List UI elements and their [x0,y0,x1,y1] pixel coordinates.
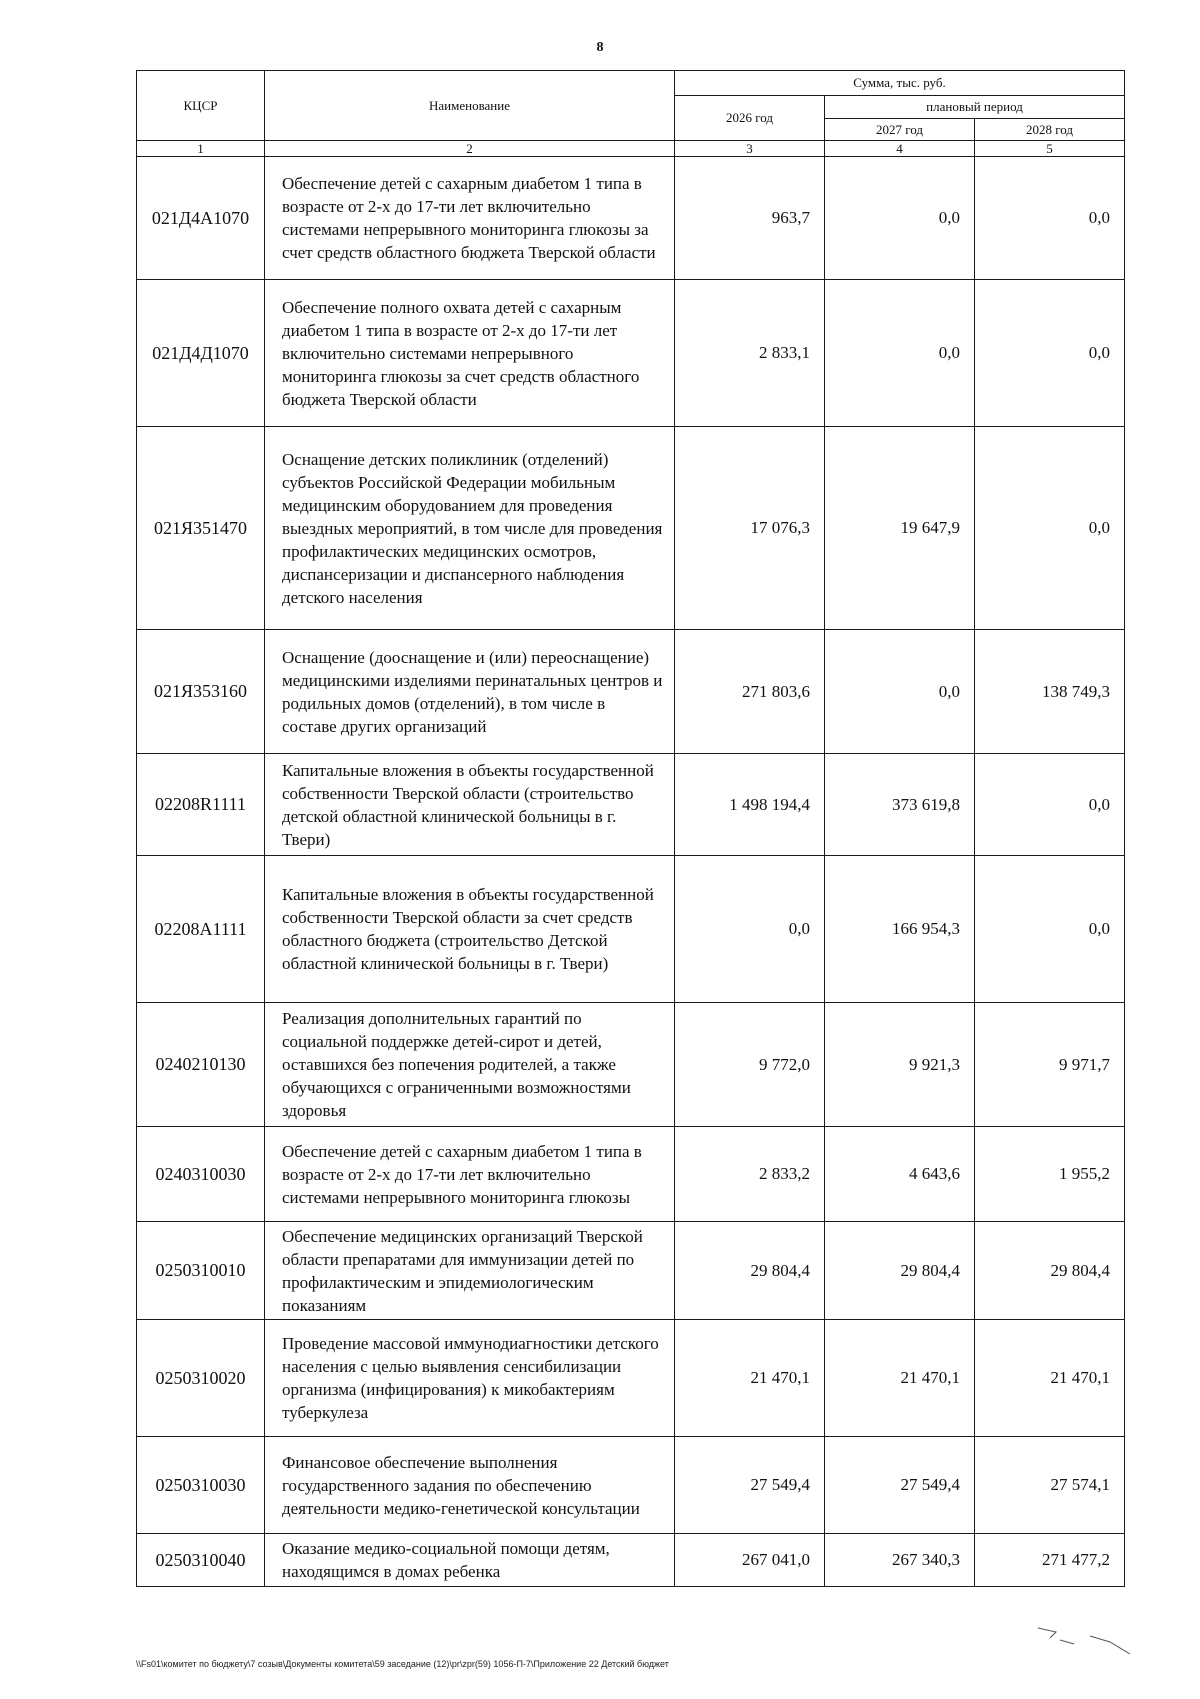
table-row [137,1003,1125,1127]
page-number: 8 [596,40,604,55]
row-code: 021Я351470 [137,427,265,630]
table-row [137,157,1125,280]
row-value-2027: 29 804,4 [825,1222,975,1320]
row-value-2026: 17 076,3 [675,427,825,630]
table-row [137,856,1125,1003]
column-index-row [137,141,1125,157]
row-name: Обеспечение детей с сахарным диабетом 1 типа в возрасте от 2-х до 17-ти лет включительно системами непрерывного мониторинга глюкозы [265,1127,675,1222]
row-value-2027: 373 619,8 [825,754,975,856]
row-name: Обеспечение медицинских организаций Тверской области препаратами для иммунизации детей по профилактическим и эпидемиологическим показаниям [265,1222,675,1320]
row-value-2027: 0,0 [825,630,975,754]
column-index: 1 [137,141,265,157]
table-row [137,1222,1125,1320]
column-index: 2 [265,141,675,157]
row-name: Финансовое обеспечение выполнения государственного задания по обеспечению деятельности медико-генетической консультации [265,1437,675,1534]
header-year-2027: 2027 год [825,119,975,141]
table-row [137,754,1125,856]
row-value-2028: 138 749,3 [975,630,1125,754]
row-code: 02208A1111 [137,856,265,1003]
header-year-2028: 2028 год [975,119,1125,141]
header-sum: Сумма, тыс. руб. [675,71,1125,96]
table-row [137,630,1125,754]
row-value-2027: 4 643,6 [825,1127,975,1222]
row-value-2028: 0,0 [975,754,1125,856]
header-name: Наименование [265,71,675,141]
header-year-2026: 2026 год [675,96,825,141]
row-name: Капитальные вложения в объекты государственной собственности Тверской области (строительство детской областной клинической больницы в г. Твери) [265,754,675,856]
row-name: Оказание медико-социальной помощи детям, находящимся в домах ребенка [265,1534,675,1587]
row-value-2027: 27 549,4 [825,1437,975,1534]
row-value-2028: 0,0 [975,280,1125,427]
row-value-2028: 29 804,4 [975,1222,1125,1320]
header-planned-period: плановый период [825,96,1125,119]
row-value-2026: 27 549,4 [675,1437,825,1534]
row-value-2028: 0,0 [975,157,1125,280]
row-value-2028: 0,0 [975,856,1125,1003]
row-code: 0250310030 [137,1437,265,1534]
row-value-2027: 19 647,9 [825,427,975,630]
column-index: 4 [825,141,975,157]
row-code: 021Д4Д1070 [137,280,265,427]
row-value-2028: 271 477,2 [975,1534,1125,1587]
row-name: Проведение массовой иммунодиагностики детского населения с целью выявления сенсибилизации организма (инфицирования) к микобактериям туберкулеза [265,1320,675,1437]
row-value-2026: 29 804,4 [675,1222,825,1320]
table-row [137,427,1125,630]
row-value-2028: 9 971,7 [975,1003,1125,1127]
table-row [137,280,1125,427]
column-index: 5 [975,141,1125,157]
row-name: Обеспечение полного охвата детей с сахарным диабетом 1 типа в возрасте от 2-х до 17-ти лет включительно системами непрерывного мониторинга глюкозы за счет средств областного бюджета Тверской области [265,280,675,427]
row-code: 0250310010 [137,1222,265,1320]
row-value-2026: 2 833,1 [675,280,825,427]
row-code: 021Д4А1070 [137,157,265,280]
row-value-2028: 27 574,1 [975,1437,1125,1534]
row-code: 0240210130 [137,1003,265,1127]
row-value-2026: 0,0 [675,856,825,1003]
row-value-2027: 166 954,3 [825,856,975,1003]
row-name: Оснащение детских поликлиник (отделений) субъектов Российской Федерации мобильным медицинским оборудованием для проведения выездных мероприятий, в том числе для проведения профилактических медицинских осмотров, диспансеризации и диспансерного наблюдения детского населения [265,427,675,630]
row-name: Реализация дополнительных гарантий по социальной поддержке детей-сирот и детей, оставшихся без попечения родителей, а также обучающихся с ограниченными возможностями здоровья [265,1003,675,1127]
table-row [137,1534,1125,1587]
table-row [137,1320,1125,1437]
budget-table [136,70,1125,1587]
row-code: 0250310040 [137,1534,265,1587]
row-value-2026: 963,7 [675,157,825,280]
row-value-2026: 271 803,6 [675,630,825,754]
row-value-2026: 2 833,2 [675,1127,825,1222]
row-value-2027: 9 921,3 [825,1003,975,1127]
row-value-2028: 21 470,1 [975,1320,1125,1437]
table-row [137,1127,1125,1222]
row-value-2027: 0,0 [825,280,975,427]
column-index: 3 [675,141,825,157]
row-name: Обеспечение детей с сахарным диабетом 1 типа в возрасте от 2-х до 17-ти лет включительно системами непрерывного мониторинга глюкозы за счет средств областного бюджета Тверской области [265,157,675,280]
row-value-2027: 267 340,3 [825,1534,975,1587]
header-kcsr: КЦСР [137,71,265,141]
table-row [137,1437,1125,1534]
row-value-2026: 1 498 194,4 [675,754,825,856]
row-value-2026: 9 772,0 [675,1003,825,1127]
row-value-2028: 1 955,2 [975,1127,1125,1222]
handwritten-mark [1030,1620,1140,1660]
row-name: Капитальные вложения в объекты государственной собственности Тверской области за счет средств областного бюджета (строительство Детской областной клинической больницы в г. Твери) [265,856,675,1003]
row-value-2028: 0,0 [975,427,1125,630]
row-code: 021Я353160 [137,630,265,754]
row-value-2027: 0,0 [825,157,975,280]
row-code: 0240310030 [137,1127,265,1222]
row-value-2026: 21 470,1 [675,1320,825,1437]
row-name: Оснащение (дооснащение и (или) переоснащение) медицинскими изделиями перинатальных центров и родильных домов (отделений), в том числе в составе других организаций [265,630,675,754]
row-value-2026: 267 041,0 [675,1534,825,1587]
row-value-2027: 21 470,1 [825,1320,975,1437]
row-code: 02208R1111 [137,754,265,856]
row-code: 0250310020 [137,1320,265,1437]
file-path-footer: \\Fs01\комитет по бюджету\7 созыв\Документы комитета\59 заседание (12)\pr\zpr(59) 1056-П-7\Приложение 22 Детский бюджет [136,1659,669,1669]
